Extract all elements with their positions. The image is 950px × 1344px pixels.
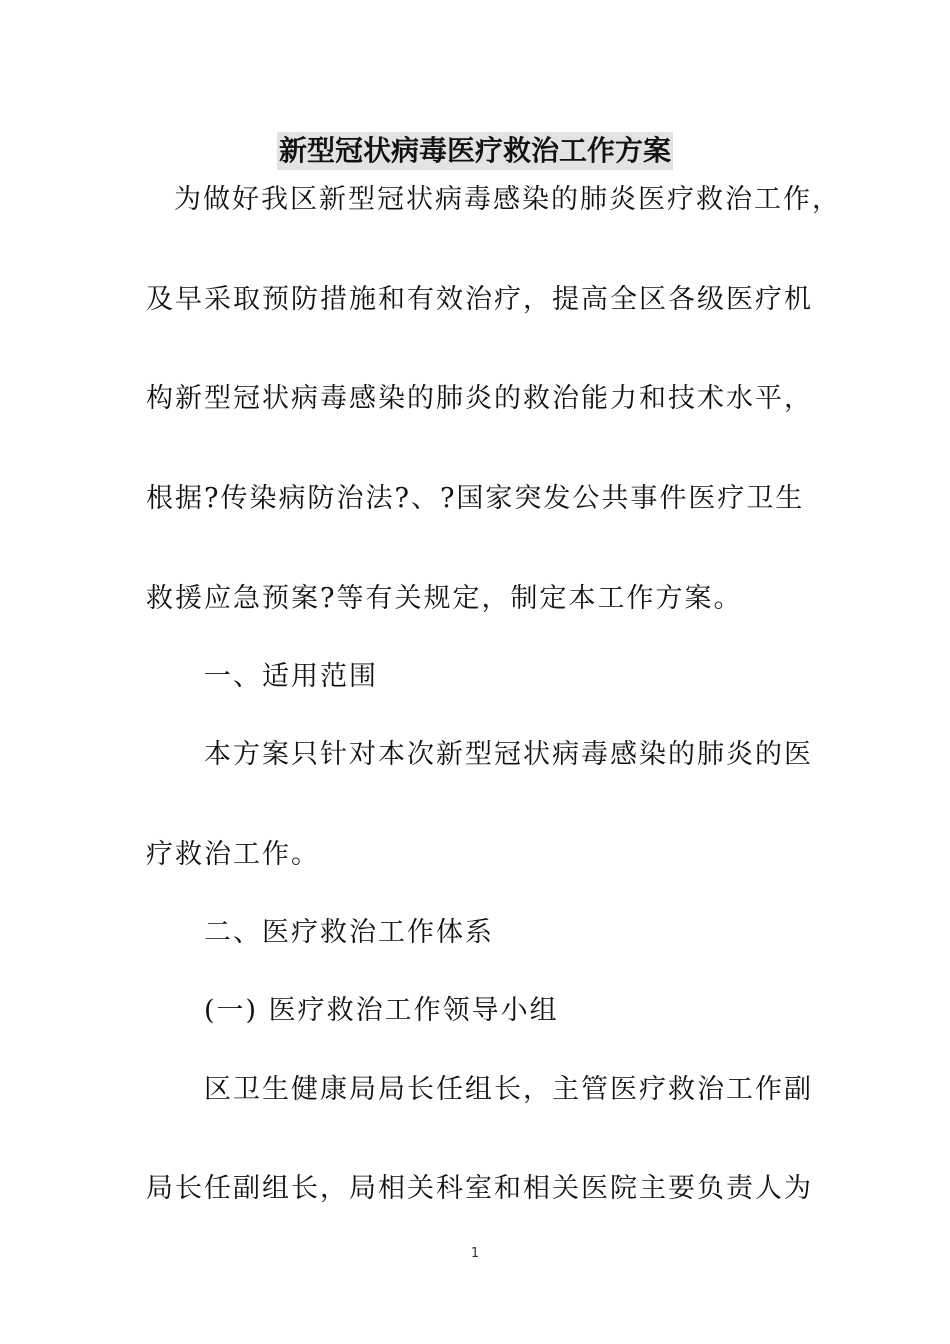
page-number: 1 bbox=[470, 1246, 480, 1261]
paragraph-line-7: 疗救治工作。 bbox=[146, 839, 320, 870]
subsection-heading-1: (一) 医疗救治工作领导小组 bbox=[204, 995, 559, 1026]
paragraph-line-5: 救援应急预案?等有关规定，制定本工作方案。 bbox=[146, 583, 743, 614]
paragraph-line-4: 根据?传染病防治法?、?国家突发公共事件医疗卫生 bbox=[146, 483, 805, 514]
document-title bbox=[0, 130, 950, 170]
document-title-text: 新型冠状病毒医疗救治工作方案 bbox=[277, 132, 673, 170]
paragraph-line-8: 区卫生健康局局长任组长，主管医疗救治工作副 bbox=[204, 1074, 813, 1105]
section-heading-2: 二、医疗救治工作体系 bbox=[204, 917, 494, 948]
paragraph-line-6: 本方案只针对本次新型冠状病毒感染的肺炎的医 bbox=[204, 739, 813, 770]
paragraph-line-2: 及早采取预防措施和有效治疗，提高全区各级医疗机 bbox=[146, 284, 813, 315]
paragraph-line-9: 局长任副组长，局相关科室和相关医院主要负责人为 bbox=[146, 1173, 813, 1204]
paragraph-line-3: 构新型冠状病毒感染的肺炎的救治能力和技术水平， bbox=[146, 383, 813, 414]
paragraph-line-1: 为做好我区新型冠状病毒感染的肺炎医疗救治工作， bbox=[174, 184, 841, 215]
section-heading-1: 一、适用范围 bbox=[204, 661, 378, 692]
